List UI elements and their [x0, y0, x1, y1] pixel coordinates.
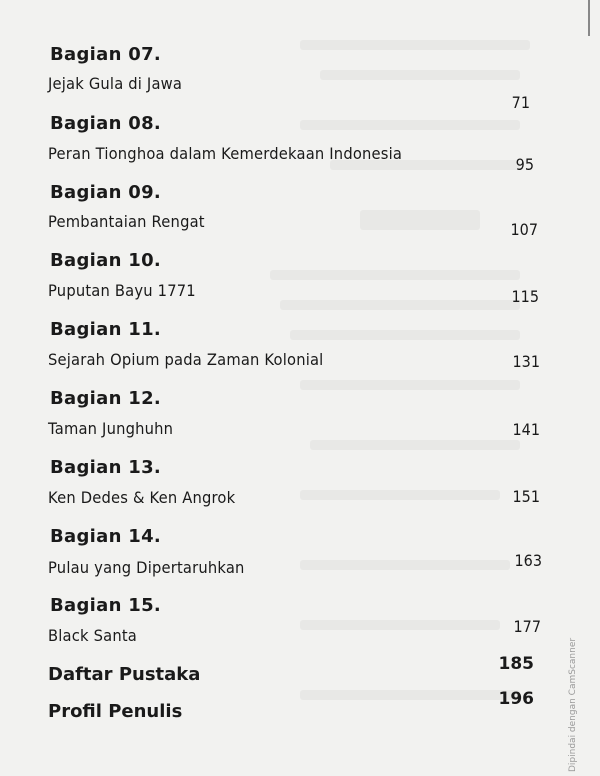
- section-label: Bagian 14.: [50, 526, 162, 547]
- section-title: Puputan Bayu 1771: [48, 281, 196, 300]
- section-title: Peran Tionghoa dalam Kemerdekaan Indonesia: [48, 144, 403, 163]
- scanner-watermark: Dipindai dengan CamScanner: [568, 637, 578, 772]
- page-number: 151: [512, 487, 540, 506]
- page-number: 95: [515, 155, 534, 174]
- section-title: Pembantaian Rengat: [48, 212, 205, 231]
- section-label: Bagian 12.: [50, 388, 162, 409]
- page-edge-mark: [588, 0, 590, 36]
- daftar-pustaka-label: Daftar Pustaka: [48, 664, 201, 685]
- page-number: 71: [511, 93, 530, 112]
- section-title: Sejarah Opium pada Zaman Kolonial: [48, 350, 324, 369]
- section-label: Bagian 09.: [50, 182, 162, 203]
- page-number: 131: [512, 352, 540, 371]
- daftar-pustaka-page: 185: [498, 654, 534, 674]
- section-label: Bagian 11.: [50, 319, 162, 340]
- page-number: 107: [510, 220, 538, 239]
- section-title: Jejak Gula di Jawa: [48, 74, 183, 93]
- section-label: Bagian 08.: [50, 113, 162, 134]
- page-number: 115: [511, 287, 539, 306]
- page-number: 163: [514, 551, 542, 570]
- section-label: Bagian 10.: [50, 250, 162, 271]
- section-title: Pulau yang Dipertaruhkan: [48, 558, 245, 577]
- profil-penulis-page: 196: [498, 689, 534, 709]
- section-title: Ken Dedes & Ken Angrok: [48, 488, 236, 507]
- section-label: Bagian 07.: [50, 44, 162, 65]
- section-title: Black Santa: [48, 626, 138, 645]
- section-title: Taman Junghuhn: [48, 419, 174, 438]
- page-number: 141: [512, 420, 540, 439]
- page-number: 177: [513, 617, 541, 636]
- profil-penulis-label: Profil Penulis: [48, 701, 183, 722]
- section-label: Bagian 13.: [50, 457, 162, 478]
- section-label: Bagian 15.: [50, 595, 162, 616]
